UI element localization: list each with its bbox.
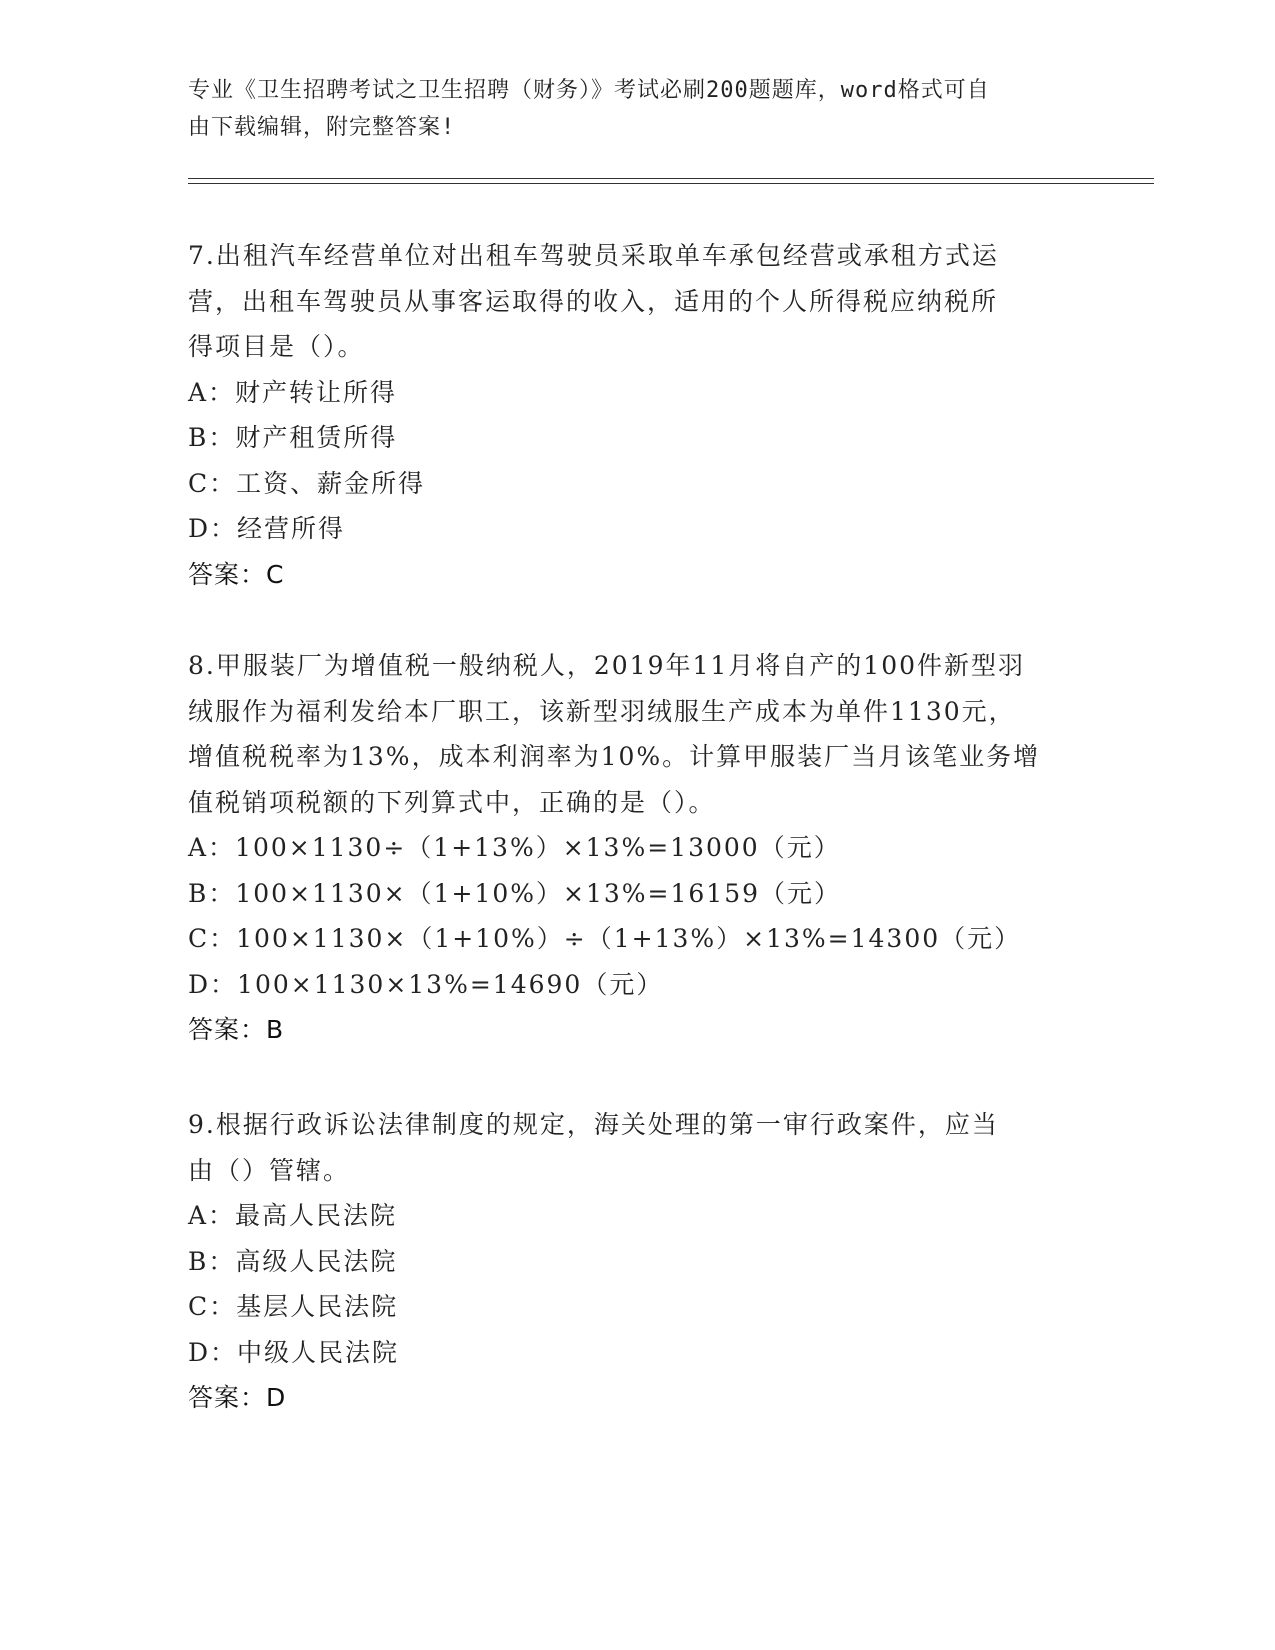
stem-line: 绒服作为福利发给本厂职工，该新型羽绒服生产成本为单件1130元， [188, 696, 1016, 726]
stem-line: 增值税税率为13%，成本利润率为10%。计算甲服装厂当月该笔业务增 [188, 742, 1041, 771]
stem-line: 8.甲服装厂为增值税一般纳税人，2019年11月将自产的100件新型羽 [188, 651, 1026, 680]
question-7 [188, 233, 1078, 597]
option-c: C：基层人民法院 [188, 1292, 399, 1321]
option-a: A：100×1130÷（1+13%）×13%=13000（元） [188, 833, 841, 862]
document-header [188, 72, 1068, 146]
option-d: D：经营所得 [188, 514, 346, 543]
option-d: D：中级人民法院 [188, 1337, 400, 1367]
question-stem [188, 233, 1078, 370]
option-a: A：财产转让所得 [188, 377, 398, 407]
question-stem [188, 1102, 1078, 1193]
stem-line: 值税销项税额的下列算式中，正确的是（）。 [188, 787, 716, 817]
option-d: D：100×1130×13%=14690（元） [188, 969, 664, 999]
option-b: B：100×1130×（1+10%）×13%=16159（元） [188, 878, 842, 908]
stem-line: 9.根据行政诉讼法律制度的规定，海关处理的第一审行政案件，应当 [188, 1110, 999, 1139]
header-line: 专业《卫生招聘考试之卫生招聘（财务）》考试必刷200题题库，word格式可自 [188, 78, 990, 103]
answer: 答案：B [188, 1015, 285, 1044]
question-stem [188, 643, 1078, 825]
option-b: B：高级人民法院 [188, 1246, 398, 1276]
question-9 [188, 1102, 1078, 1421]
stem-line: 由（）管辖。 [188, 1155, 351, 1185]
option-c: C：工资、薪金所得 [188, 468, 426, 498]
header-line: 由下载编辑，附完整答案! [188, 115, 456, 140]
option-a: A：最高人民法院 [188, 1201, 398, 1230]
stem-line: 得项目是（）。 [188, 332, 365, 361]
question-8 [188, 643, 1078, 1053]
stem-line: 营，出租车驾驶员从事客运取得的收入，适用的个人所得税应纳税所 [188, 286, 999, 316]
answer: 答案：D [188, 1383, 287, 1412]
option-b: B：财产租赁所得 [188, 423, 398, 452]
option-c: C：100×1130×（1+10%）÷（1+13%）×13%=14300（元） [188, 924, 1022, 953]
header-divider [188, 183, 1154, 184]
answer: 答案：C [188, 559, 285, 589]
stem-line: 7.出租汽车经营单位对出租车驾驶员采取单车承包经营或承租方式运 [188, 241, 999, 270]
header-divider [188, 178, 1154, 179]
